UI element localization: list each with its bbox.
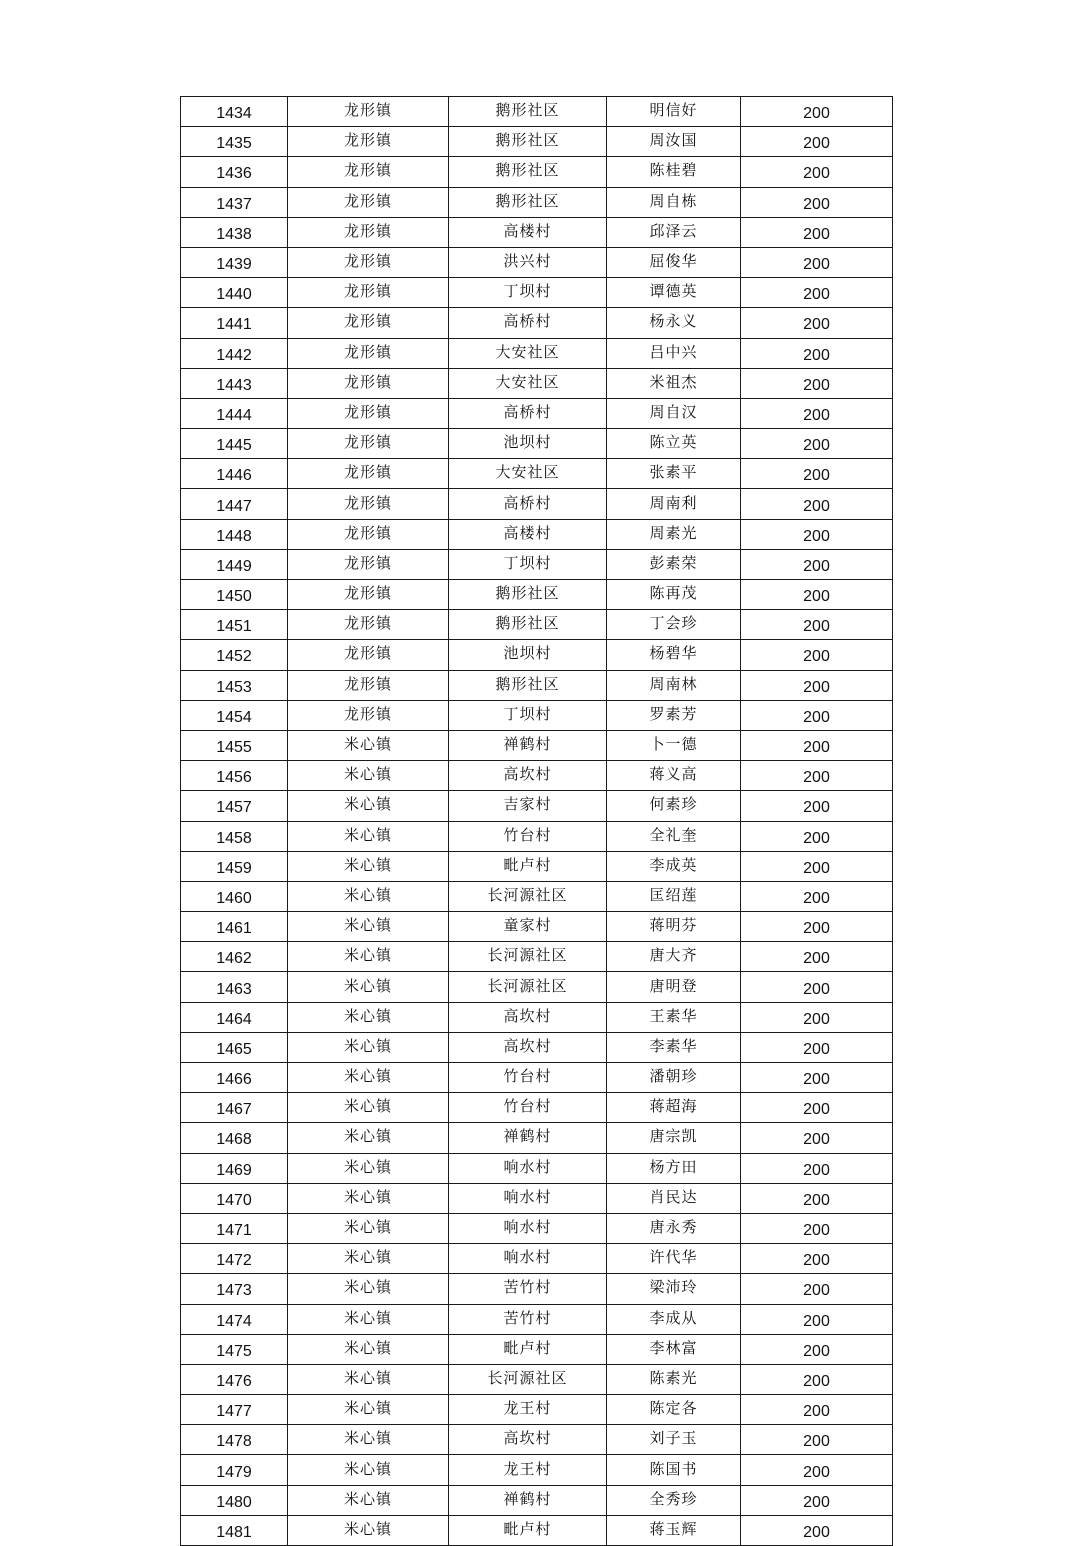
town-cell: 龙形镇 bbox=[288, 700, 449, 730]
village-cell: 竹台村 bbox=[449, 1093, 607, 1123]
serial-number-cell: 1478 bbox=[181, 1425, 288, 1455]
amount-cell: 200 bbox=[741, 1304, 893, 1334]
town-cell: 米心镇 bbox=[288, 730, 449, 760]
town-cell: 米心镇 bbox=[288, 1304, 449, 1334]
serial-number-cell: 1443 bbox=[181, 368, 288, 398]
serial-number-cell: 1469 bbox=[181, 1153, 288, 1183]
serial-number-cell: 1464 bbox=[181, 1002, 288, 1032]
table-row bbox=[181, 730, 893, 760]
amount-cell: 200 bbox=[741, 278, 893, 308]
serial-number-cell: 1462 bbox=[181, 942, 288, 972]
table-row bbox=[181, 1063, 893, 1093]
amount-cell: 200 bbox=[741, 851, 893, 881]
amount-cell: 200 bbox=[741, 1274, 893, 1304]
name-cell: 陈国书 bbox=[607, 1455, 741, 1485]
village-cell: 禅鹤村 bbox=[449, 1485, 607, 1515]
serial-number-cell: 1460 bbox=[181, 881, 288, 911]
table-row bbox=[181, 1093, 893, 1123]
town-cell: 米心镇 bbox=[288, 1334, 449, 1364]
table-row bbox=[181, 580, 893, 610]
serial-number-cell: 1442 bbox=[181, 338, 288, 368]
town-cell: 米心镇 bbox=[288, 1425, 449, 1455]
amount-cell: 200 bbox=[741, 580, 893, 610]
table-row bbox=[181, 881, 893, 911]
name-cell: 周南林 bbox=[607, 670, 741, 700]
amount-cell: 200 bbox=[741, 1515, 893, 1545]
table-row bbox=[181, 1364, 893, 1394]
serial-number-cell: 1471 bbox=[181, 1213, 288, 1243]
village-cell: 高坎村 bbox=[449, 1032, 607, 1062]
name-cell: 陈定各 bbox=[607, 1395, 741, 1425]
village-cell: 高坎村 bbox=[449, 1002, 607, 1032]
serial-number-cell: 1472 bbox=[181, 1244, 288, 1274]
table-row bbox=[181, 278, 893, 308]
town-cell: 米心镇 bbox=[288, 821, 449, 851]
town-cell: 米心镇 bbox=[288, 1093, 449, 1123]
name-cell: 梁沛玲 bbox=[607, 1274, 741, 1304]
name-cell: 李素华 bbox=[607, 1032, 741, 1062]
town-cell: 龙形镇 bbox=[288, 97, 449, 127]
table-row bbox=[181, 761, 893, 791]
village-cell: 毗卢村 bbox=[449, 1515, 607, 1545]
amount-cell: 200 bbox=[741, 308, 893, 338]
serial-number-cell: 1457 bbox=[181, 791, 288, 821]
village-cell: 长河源社区 bbox=[449, 972, 607, 1002]
town-cell: 龙形镇 bbox=[288, 670, 449, 700]
town-cell: 米心镇 bbox=[288, 942, 449, 972]
serial-number-cell: 1477 bbox=[181, 1395, 288, 1425]
table-row bbox=[181, 247, 893, 277]
table-row bbox=[181, 157, 893, 187]
village-cell: 竹台村 bbox=[449, 1063, 607, 1093]
name-cell: 陈素光 bbox=[607, 1364, 741, 1394]
serial-number-cell: 1441 bbox=[181, 308, 288, 338]
serial-number-cell: 1439 bbox=[181, 247, 288, 277]
village-cell: 鹅形社区 bbox=[449, 187, 607, 217]
town-cell: 米心镇 bbox=[288, 1244, 449, 1274]
table-row bbox=[181, 1425, 893, 1455]
name-cell: 蒋超海 bbox=[607, 1093, 741, 1123]
table-row bbox=[181, 308, 893, 338]
serial-number-cell: 1461 bbox=[181, 912, 288, 942]
name-cell: 罗素芳 bbox=[607, 700, 741, 730]
name-cell: 匡绍莲 bbox=[607, 881, 741, 911]
amount-cell: 200 bbox=[741, 1485, 893, 1515]
table-row bbox=[181, 912, 893, 942]
town-cell: 龙形镇 bbox=[288, 278, 449, 308]
town-cell: 米心镇 bbox=[288, 1485, 449, 1515]
village-cell: 丁坝村 bbox=[449, 278, 607, 308]
amount-cell: 200 bbox=[741, 1244, 893, 1274]
town-cell: 米心镇 bbox=[288, 1153, 449, 1183]
village-cell: 禅鹤村 bbox=[449, 730, 607, 760]
table-row bbox=[181, 549, 893, 579]
serial-number-cell: 1456 bbox=[181, 761, 288, 791]
serial-number-cell: 1445 bbox=[181, 429, 288, 459]
name-cell: 谭德英 bbox=[607, 278, 741, 308]
amount-cell: 200 bbox=[741, 821, 893, 851]
town-cell: 龙形镇 bbox=[288, 519, 449, 549]
serial-number-cell: 1458 bbox=[181, 821, 288, 851]
town-cell: 龙形镇 bbox=[288, 398, 449, 428]
serial-number-cell: 1437 bbox=[181, 187, 288, 217]
village-cell: 毗卢村 bbox=[449, 851, 607, 881]
table-row bbox=[181, 187, 893, 217]
amount-cell: 200 bbox=[741, 1425, 893, 1455]
village-cell: 长河源社区 bbox=[449, 1364, 607, 1394]
town-cell: 龙形镇 bbox=[288, 368, 449, 398]
amount-cell: 200 bbox=[741, 1153, 893, 1183]
village-cell: 洪兴村 bbox=[449, 247, 607, 277]
amount-cell: 200 bbox=[741, 247, 893, 277]
name-cell: 唐明登 bbox=[607, 972, 741, 1002]
serial-number-cell: 1474 bbox=[181, 1304, 288, 1334]
amount-cell: 200 bbox=[741, 489, 893, 519]
town-cell: 米心镇 bbox=[288, 1395, 449, 1425]
town-cell: 龙形镇 bbox=[288, 580, 449, 610]
village-cell: 丁坝村 bbox=[449, 700, 607, 730]
town-cell: 米心镇 bbox=[288, 972, 449, 1002]
table-body bbox=[181, 97, 893, 1546]
name-cell: 陈再茂 bbox=[607, 580, 741, 610]
name-cell: 唐永秀 bbox=[607, 1213, 741, 1243]
village-cell: 响水村 bbox=[449, 1213, 607, 1243]
table-row bbox=[181, 1123, 893, 1153]
town-cell: 米心镇 bbox=[288, 1183, 449, 1213]
village-cell: 响水村 bbox=[449, 1244, 607, 1274]
serial-number-cell: 1450 bbox=[181, 580, 288, 610]
amount-cell: 200 bbox=[741, 1334, 893, 1364]
serial-number-cell: 1481 bbox=[181, 1515, 288, 1545]
serial-number-cell: 1438 bbox=[181, 217, 288, 247]
name-cell: 李林富 bbox=[607, 1334, 741, 1364]
name-cell: 张素平 bbox=[607, 459, 741, 489]
amount-cell: 200 bbox=[741, 127, 893, 157]
amount-cell: 200 bbox=[741, 761, 893, 791]
table-row bbox=[181, 1274, 893, 1304]
table-row bbox=[181, 1183, 893, 1213]
table-row bbox=[181, 1032, 893, 1062]
village-cell: 长河源社区 bbox=[449, 942, 607, 972]
name-cell: 明信好 bbox=[607, 97, 741, 127]
table-row bbox=[181, 700, 893, 730]
town-cell: 米心镇 bbox=[288, 761, 449, 791]
serial-number-cell: 1470 bbox=[181, 1183, 288, 1213]
table-row bbox=[181, 429, 893, 459]
name-cell: 蒋明芬 bbox=[607, 912, 741, 942]
town-cell: 龙形镇 bbox=[288, 217, 449, 247]
name-cell: 陈立英 bbox=[607, 429, 741, 459]
amount-cell: 200 bbox=[741, 549, 893, 579]
name-cell: 王素华 bbox=[607, 1002, 741, 1032]
name-cell: 蒋义高 bbox=[607, 761, 741, 791]
amount-cell: 200 bbox=[741, 187, 893, 217]
name-cell: 李成从 bbox=[607, 1304, 741, 1334]
amount-cell: 200 bbox=[741, 338, 893, 368]
amount-cell: 200 bbox=[741, 1364, 893, 1394]
village-cell: 竹台村 bbox=[449, 821, 607, 851]
village-cell: 高桥村 bbox=[449, 398, 607, 428]
table-row bbox=[181, 670, 893, 700]
town-cell: 龙形镇 bbox=[288, 187, 449, 217]
name-cell: 全礼奎 bbox=[607, 821, 741, 851]
amount-cell: 200 bbox=[741, 640, 893, 670]
name-cell: 丁会珍 bbox=[607, 610, 741, 640]
town-cell: 米心镇 bbox=[288, 881, 449, 911]
table-row bbox=[181, 489, 893, 519]
village-cell: 鹅形社区 bbox=[449, 580, 607, 610]
town-cell: 龙形镇 bbox=[288, 429, 449, 459]
town-cell: 龙形镇 bbox=[288, 459, 449, 489]
amount-cell: 200 bbox=[741, 1032, 893, 1062]
table-row bbox=[181, 1002, 893, 1032]
village-cell: 鹅形社区 bbox=[449, 670, 607, 700]
town-cell: 米心镇 bbox=[288, 1274, 449, 1304]
village-cell: 苦竹村 bbox=[449, 1274, 607, 1304]
table-row bbox=[181, 610, 893, 640]
town-cell: 米心镇 bbox=[288, 1455, 449, 1485]
amount-cell: 200 bbox=[741, 881, 893, 911]
town-cell: 米心镇 bbox=[288, 1002, 449, 1032]
name-cell: 杨方田 bbox=[607, 1153, 741, 1183]
serial-number-cell: 1475 bbox=[181, 1334, 288, 1364]
amount-cell: 200 bbox=[741, 217, 893, 247]
serial-number-cell: 1453 bbox=[181, 670, 288, 700]
serial-number-cell: 1455 bbox=[181, 730, 288, 760]
amount-cell: 200 bbox=[741, 610, 893, 640]
serial-number-cell: 1454 bbox=[181, 700, 288, 730]
amount-cell: 200 bbox=[741, 398, 893, 428]
name-cell: 杨永义 bbox=[607, 308, 741, 338]
amount-cell: 200 bbox=[741, 1213, 893, 1243]
village-cell: 鹅形社区 bbox=[449, 157, 607, 187]
name-cell: 吕中兴 bbox=[607, 338, 741, 368]
amount-cell: 200 bbox=[741, 700, 893, 730]
name-cell: 潘朝珍 bbox=[607, 1063, 741, 1093]
amount-cell: 200 bbox=[741, 1395, 893, 1425]
village-cell: 大安社区 bbox=[449, 459, 607, 489]
table-row bbox=[181, 942, 893, 972]
town-cell: 米心镇 bbox=[288, 1515, 449, 1545]
amount-cell: 200 bbox=[741, 1063, 893, 1093]
table-row bbox=[181, 398, 893, 428]
table-row bbox=[181, 217, 893, 247]
village-cell: 童家村 bbox=[449, 912, 607, 942]
village-cell: 鹅形社区 bbox=[449, 610, 607, 640]
serial-number-cell: 1449 bbox=[181, 549, 288, 579]
name-cell: 周南利 bbox=[607, 489, 741, 519]
serial-number-cell: 1435 bbox=[181, 127, 288, 157]
town-cell: 龙形镇 bbox=[288, 157, 449, 187]
village-cell: 大安社区 bbox=[449, 338, 607, 368]
serial-number-cell: 1434 bbox=[181, 97, 288, 127]
village-cell: 大安社区 bbox=[449, 368, 607, 398]
serial-number-cell: 1467 bbox=[181, 1093, 288, 1123]
town-cell: 米心镇 bbox=[288, 1032, 449, 1062]
serial-number-cell: 1451 bbox=[181, 610, 288, 640]
town-cell: 米心镇 bbox=[288, 1213, 449, 1243]
name-cell: 李成英 bbox=[607, 851, 741, 881]
table-row bbox=[181, 1485, 893, 1515]
amount-cell: 200 bbox=[741, 730, 893, 760]
serial-number-cell: 1466 bbox=[181, 1063, 288, 1093]
serial-number-cell: 1479 bbox=[181, 1455, 288, 1485]
amount-cell: 200 bbox=[741, 97, 893, 127]
name-cell: 肖民达 bbox=[607, 1183, 741, 1213]
serial-number-cell: 1452 bbox=[181, 640, 288, 670]
amount-cell: 200 bbox=[741, 1093, 893, 1123]
table-row bbox=[181, 127, 893, 157]
town-cell: 龙形镇 bbox=[288, 338, 449, 368]
name-cell: 蒋玉辉 bbox=[607, 1515, 741, 1545]
name-cell: 何素珍 bbox=[607, 791, 741, 821]
amount-cell: 200 bbox=[741, 429, 893, 459]
amount-cell: 200 bbox=[741, 157, 893, 187]
town-cell: 龙形镇 bbox=[288, 640, 449, 670]
village-cell: 池坝村 bbox=[449, 429, 607, 459]
name-cell: 刘子玉 bbox=[607, 1425, 741, 1455]
table-row bbox=[181, 519, 893, 549]
amount-cell: 200 bbox=[741, 670, 893, 700]
table-row bbox=[181, 1455, 893, 1485]
table-row bbox=[181, 1244, 893, 1274]
name-cell: 卜一德 bbox=[607, 730, 741, 760]
village-cell: 响水村 bbox=[449, 1153, 607, 1183]
amount-cell: 200 bbox=[741, 912, 893, 942]
name-cell: 屈俊华 bbox=[607, 247, 741, 277]
name-cell: 周素光 bbox=[607, 519, 741, 549]
name-cell: 陈桂碧 bbox=[607, 157, 741, 187]
village-cell: 高桥村 bbox=[449, 308, 607, 338]
amount-cell: 200 bbox=[741, 942, 893, 972]
village-cell: 龙王村 bbox=[449, 1395, 607, 1425]
name-cell: 邱泽云 bbox=[607, 217, 741, 247]
table-row bbox=[181, 640, 893, 670]
village-cell: 长河源社区 bbox=[449, 881, 607, 911]
village-cell: 龙王村 bbox=[449, 1455, 607, 1485]
serial-number-cell: 1473 bbox=[181, 1274, 288, 1304]
town-cell: 米心镇 bbox=[288, 1364, 449, 1394]
town-cell: 米心镇 bbox=[288, 791, 449, 821]
village-cell: 吉家村 bbox=[449, 791, 607, 821]
serial-number-cell: 1476 bbox=[181, 1364, 288, 1394]
table-row bbox=[181, 972, 893, 1002]
name-cell: 周自汉 bbox=[607, 398, 741, 428]
table-row bbox=[181, 1515, 893, 1545]
name-cell: 周自栋 bbox=[607, 187, 741, 217]
name-cell: 全秀珍 bbox=[607, 1485, 741, 1515]
town-cell: 米心镇 bbox=[288, 1063, 449, 1093]
subsidy-list-table bbox=[180, 96, 893, 1546]
table-row bbox=[181, 1153, 893, 1183]
village-cell: 池坝村 bbox=[449, 640, 607, 670]
table-row bbox=[181, 97, 893, 127]
village-cell: 高楼村 bbox=[449, 519, 607, 549]
town-cell: 米心镇 bbox=[288, 851, 449, 881]
village-cell: 丁坝村 bbox=[449, 549, 607, 579]
name-cell: 许代华 bbox=[607, 1244, 741, 1274]
serial-number-cell: 1463 bbox=[181, 972, 288, 1002]
serial-number-cell: 1459 bbox=[181, 851, 288, 881]
village-cell: 苦竹村 bbox=[449, 1304, 607, 1334]
name-cell: 周汝国 bbox=[607, 127, 741, 157]
town-cell: 龙形镇 bbox=[288, 247, 449, 277]
name-cell: 唐宗凯 bbox=[607, 1123, 741, 1153]
village-cell: 高坎村 bbox=[449, 1425, 607, 1455]
table-row bbox=[181, 1213, 893, 1243]
amount-cell: 200 bbox=[741, 1123, 893, 1153]
name-cell: 唐大齐 bbox=[607, 942, 741, 972]
table-row bbox=[181, 368, 893, 398]
serial-number-cell: 1446 bbox=[181, 459, 288, 489]
amount-cell: 200 bbox=[741, 1002, 893, 1032]
serial-number-cell: 1465 bbox=[181, 1032, 288, 1062]
town-cell: 米心镇 bbox=[288, 1123, 449, 1153]
amount-cell: 200 bbox=[741, 1455, 893, 1485]
village-cell: 高楼村 bbox=[449, 217, 607, 247]
serial-number-cell: 1447 bbox=[181, 489, 288, 519]
serial-number-cell: 1448 bbox=[181, 519, 288, 549]
serial-number-cell: 1444 bbox=[181, 398, 288, 428]
amount-cell: 200 bbox=[741, 368, 893, 398]
village-cell: 鹅形社区 bbox=[449, 97, 607, 127]
village-cell: 禅鹤村 bbox=[449, 1123, 607, 1153]
serial-number-cell: 1468 bbox=[181, 1123, 288, 1153]
table-row bbox=[181, 1395, 893, 1425]
amount-cell: 200 bbox=[741, 1183, 893, 1213]
table-row bbox=[181, 338, 893, 368]
serial-number-cell: 1440 bbox=[181, 278, 288, 308]
table-row bbox=[181, 1334, 893, 1364]
name-cell: 米祖杰 bbox=[607, 368, 741, 398]
serial-number-cell: 1436 bbox=[181, 157, 288, 187]
town-cell: 龙形镇 bbox=[288, 127, 449, 157]
village-cell: 高坎村 bbox=[449, 761, 607, 791]
table-row bbox=[181, 851, 893, 881]
table-row bbox=[181, 459, 893, 489]
village-cell: 毗卢村 bbox=[449, 1334, 607, 1364]
amount-cell: 200 bbox=[741, 519, 893, 549]
amount-cell: 200 bbox=[741, 791, 893, 821]
name-cell: 彭素荣 bbox=[607, 549, 741, 579]
town-cell: 龙形镇 bbox=[288, 489, 449, 519]
town-cell: 米心镇 bbox=[288, 912, 449, 942]
serial-number-cell: 1480 bbox=[181, 1485, 288, 1515]
table-row bbox=[181, 821, 893, 851]
town-cell: 龙形镇 bbox=[288, 610, 449, 640]
amount-cell: 200 bbox=[741, 459, 893, 489]
village-cell: 鹅形社区 bbox=[449, 127, 607, 157]
village-cell: 高桥村 bbox=[449, 489, 607, 519]
name-cell: 杨碧华 bbox=[607, 640, 741, 670]
table-row bbox=[181, 1304, 893, 1334]
town-cell: 龙形镇 bbox=[288, 549, 449, 579]
amount-cell: 200 bbox=[741, 972, 893, 1002]
town-cell: 龙形镇 bbox=[288, 308, 449, 338]
table-row bbox=[181, 791, 893, 821]
village-cell: 响水村 bbox=[449, 1183, 607, 1213]
